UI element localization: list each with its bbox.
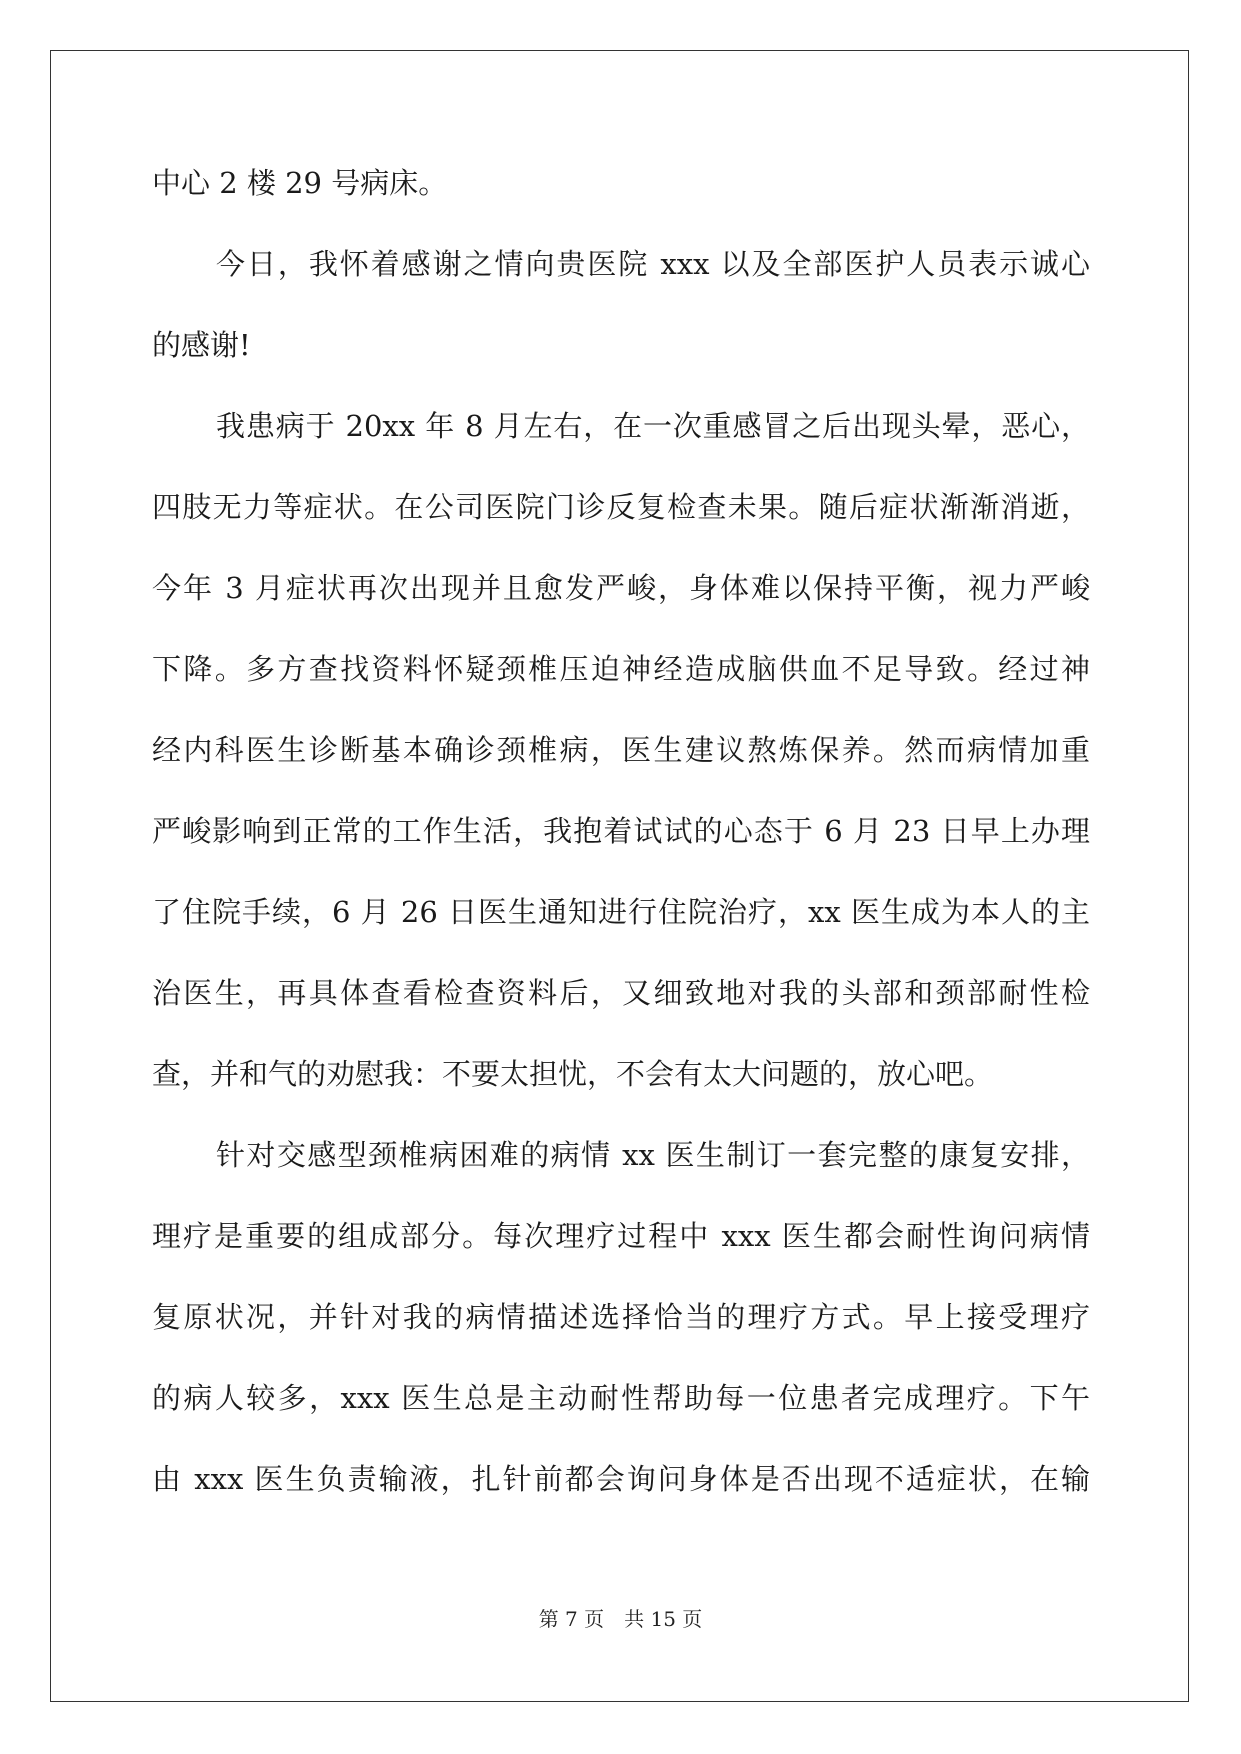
text-line: 针对交感型颈椎病困难的病情 xx 医生制订一套完整的康复安排， (216, 1138, 1090, 1172)
text-line: 理疗是重要的组成部分。每次理疗过程中 xxx 医生都会耐性询问病情 (152, 1219, 1090, 1253)
text-line: 查，并和气的劝慰我：不要太担忧，不会有太大问题的，放心吧。 (152, 1057, 994, 1091)
document-body (152, 162, 1090, 1539)
text-line: 下降。多方查找资料怀疑颈椎压迫神经造成脑供血不足导致。经过神 (152, 652, 1090, 686)
text-line: 治医生，再具体查看检查资料后，又细致地对我的头部和颈部耐性检 (152, 976, 1090, 1010)
text-line: 由 xxx 医生负责输液，扎针前都会询问身体是否出现不适症状，在输 (152, 1462, 1090, 1496)
text-line: 经内科医生诊断基本确诊颈椎病，医生建议熬炼保养。然而病情加重 (152, 733, 1090, 767)
text-line: 复原状况，并针对我的病情描述选择恰当的理疗方式。早上接受理疗 (152, 1300, 1090, 1334)
text-line: 今日，我怀着感谢之情向贵医院 xxx 以及全部医护人员表示诚心 (216, 247, 1090, 281)
text-line: 我患病于 20xx 年 8 月左右，在一次重感冒之后出现头晕，恶心， (216, 409, 1090, 443)
text-line: 四肢无力等症状。在公司医院门诊反复检查未果。随后症状渐渐消逝， (152, 490, 1090, 524)
text-line: 了住院手续，6 月 26 日医生通知进行住院治疗，xx 医生成为本人的主 (152, 895, 1090, 929)
text-line: 今年 3 月症状再次出现并且愈发严峻，身体难以保持平衡，视力严峻 (152, 571, 1090, 605)
text-line: 的感谢! (152, 328, 251, 362)
text-line: 严峻影响到正常的工作生活，我抱着试试的心态于 6 月 23 日早上办理 (152, 814, 1090, 848)
text-line: 的病人较多，xxx 医生总是主动耐性帮助每一位患者完成理疗。下午 (152, 1381, 1090, 1415)
text-line: 中心 2 楼 29 号病床。 (152, 166, 448, 200)
page-number: 第 7 页 共 15 页 (538, 1607, 703, 1631)
